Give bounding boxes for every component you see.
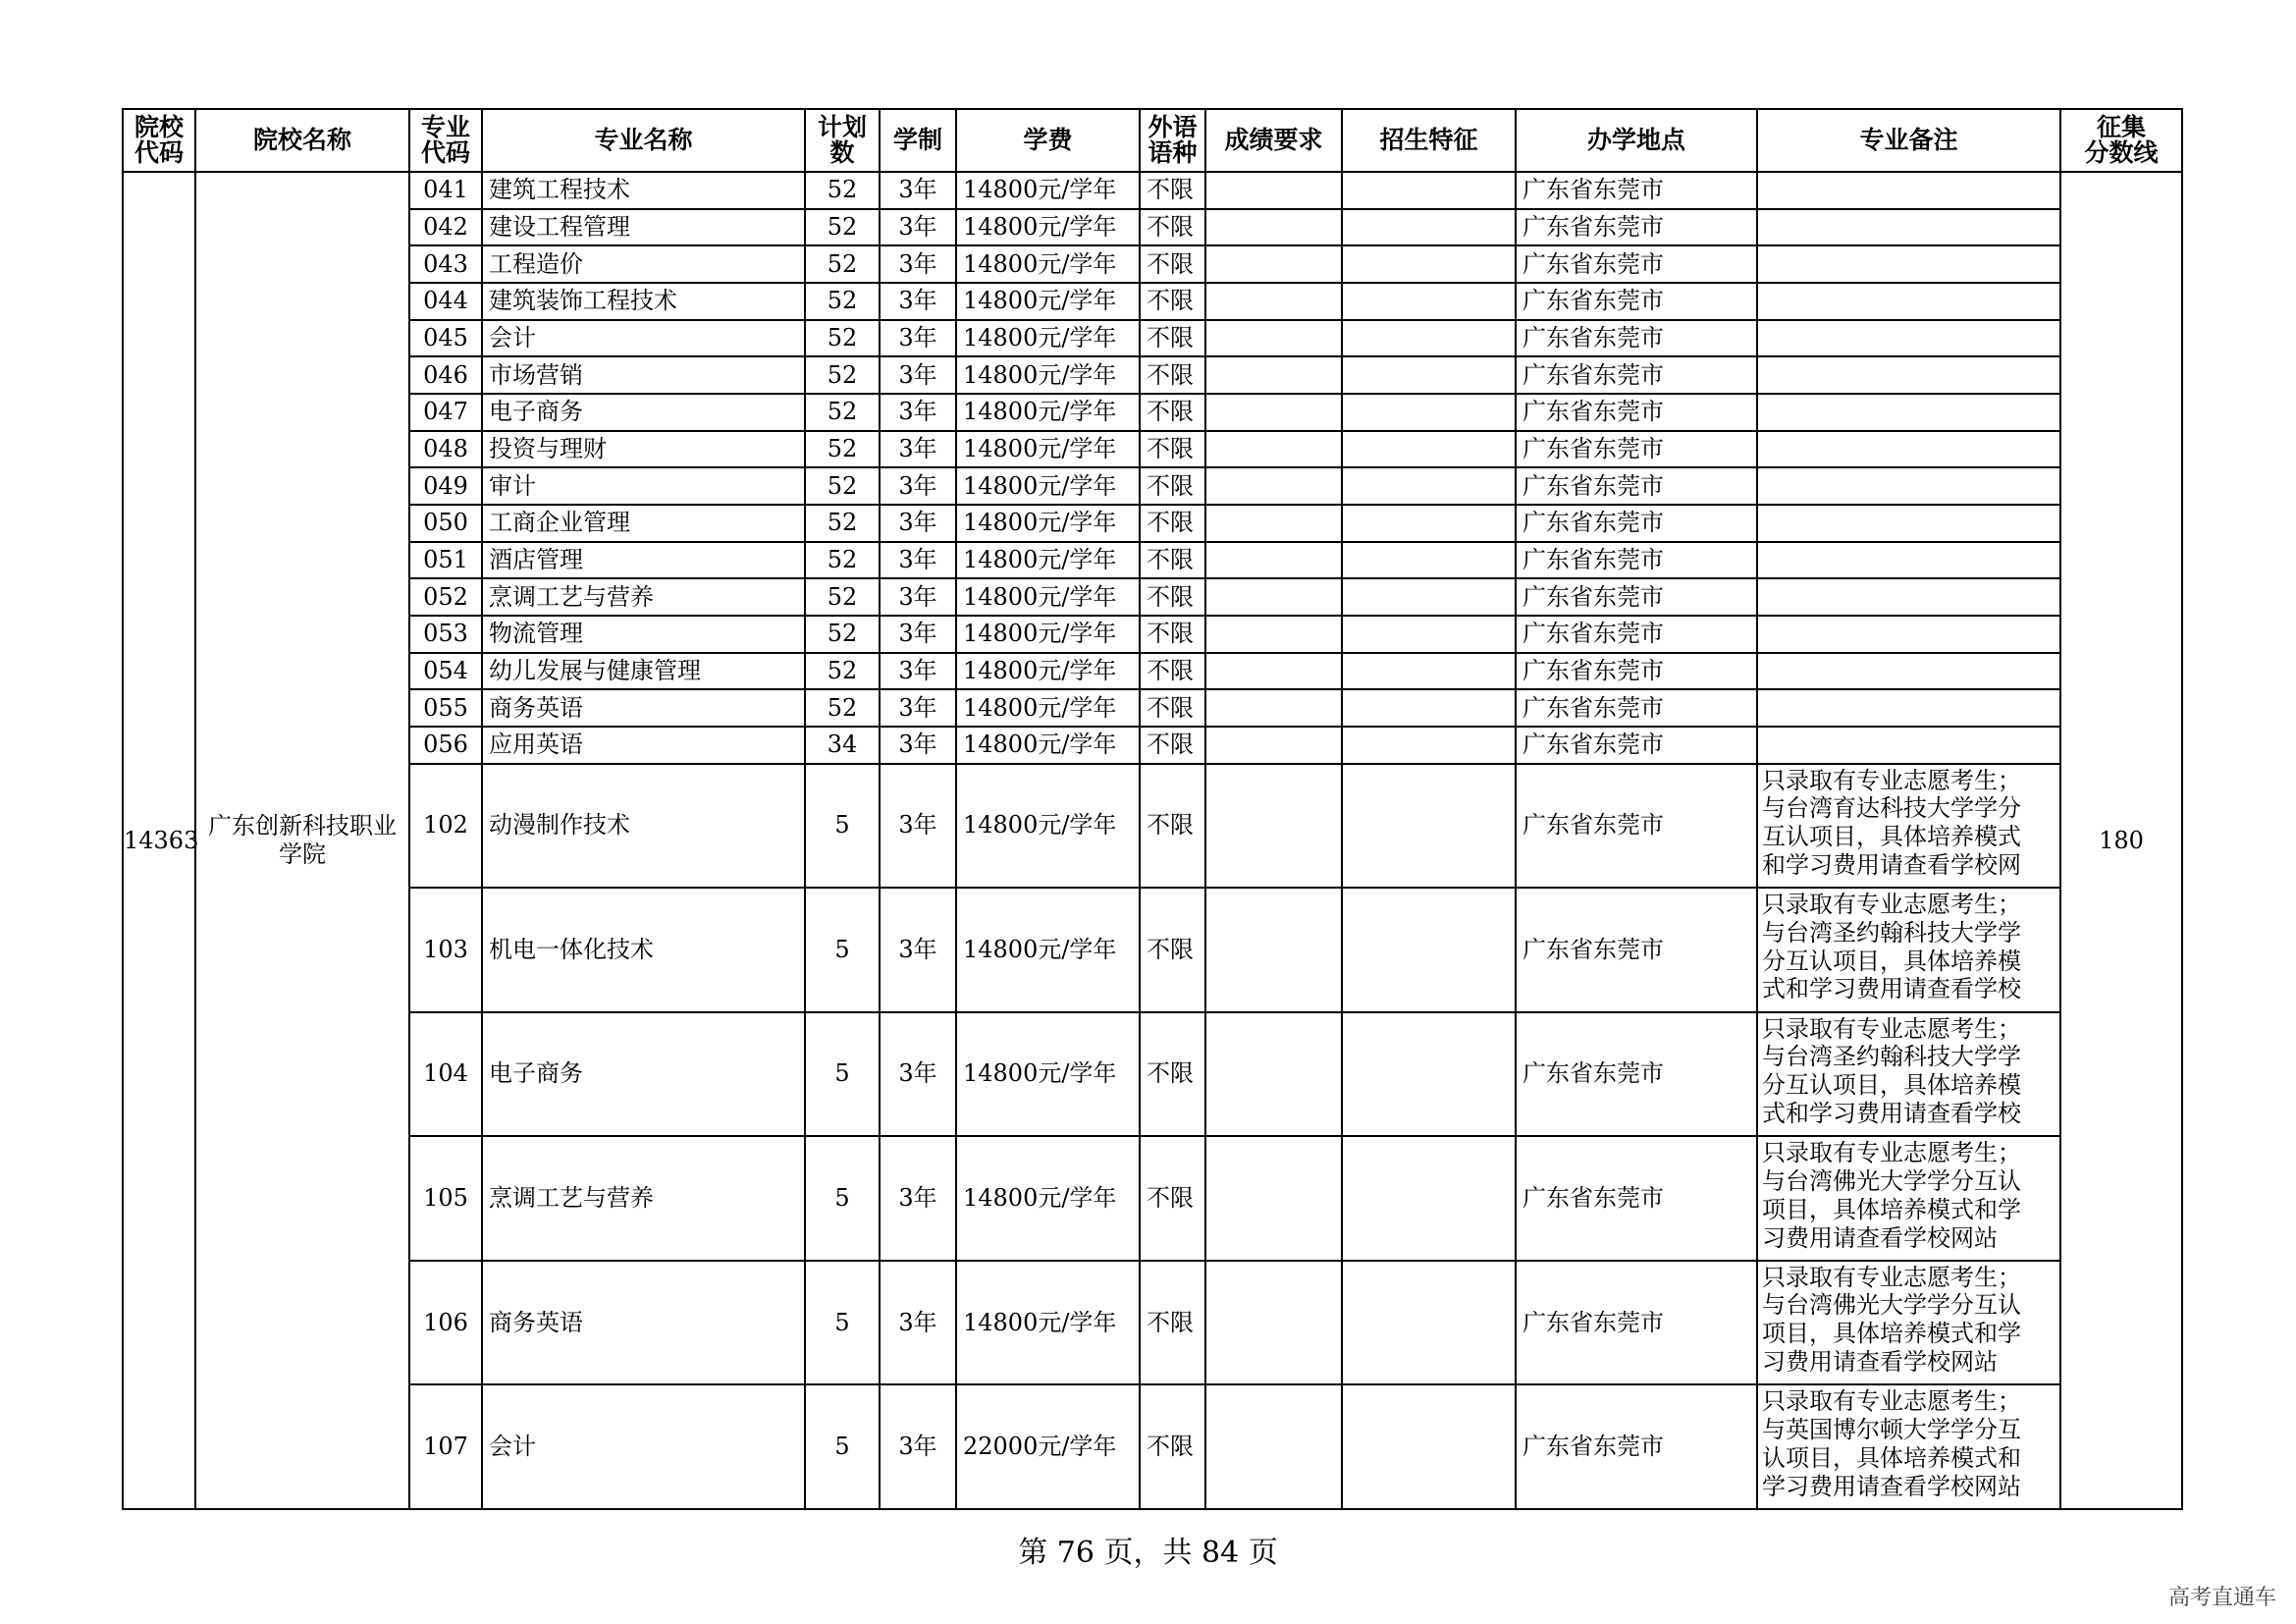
major-name-cell: 建筑工程技术 [482, 172, 805, 209]
score-req-cell [1205, 616, 1342, 653]
remarks-cell [1757, 616, 2060, 653]
table-row [123, 578, 2182, 616]
plan-cell: 5 [805, 1012, 880, 1137]
duration-cell: 3年 [880, 764, 956, 889]
features-cell [1342, 542, 1516, 579]
score-req-cell [1205, 505, 1342, 542]
location-cell: 广东省东莞市 [1516, 764, 1757, 889]
table-row [123, 1136, 2182, 1261]
location-cell: 广东省东莞市 [1516, 320, 1757, 357]
language-cell: 不限 [1140, 888, 1205, 1012]
plan-cell: 52 [805, 542, 880, 579]
plan-cell: 52 [805, 431, 880, 468]
score-req-cell [1205, 653, 1342, 690]
language-cell: 不限 [1140, 394, 1205, 431]
major-name-cell: 审计 [482, 467, 805, 505]
score-req-cell [1205, 431, 1342, 468]
score-req-cell [1205, 245, 1342, 283]
remarks-cell [1757, 727, 2060, 764]
language-cell: 不限 [1140, 689, 1205, 727]
features-cell [1342, 209, 1516, 246]
duration-cell: 3年 [880, 209, 956, 246]
major-code-cell: 049 [409, 467, 482, 505]
major-name-cell: 机电一体化技术 [482, 888, 805, 1012]
score-req-cell [1205, 727, 1342, 764]
features-cell [1342, 578, 1516, 616]
table-row [123, 431, 2182, 468]
score-req-cell [1205, 689, 1342, 727]
table-row [123, 320, 2182, 357]
remark-line: 项目，具体培养模式和学 [1762, 1320, 2021, 1348]
remark-line: 只录取有专业志愿考生； [1762, 1263, 2021, 1291]
location-cell: 广东省东莞市 [1516, 245, 1757, 283]
score-req-cell [1205, 283, 1342, 320]
header-major-name: 专业名称 [482, 109, 805, 172]
location-cell: 广东省东莞市 [1516, 578, 1757, 616]
remarks-cell [1757, 653, 2060, 690]
major-name-cell: 电子商务 [482, 394, 805, 431]
tuition-cell: 14800元/学年 [956, 689, 1140, 727]
duration-cell: 3年 [880, 283, 956, 320]
major-code-cell: 041 [409, 172, 482, 209]
features-cell [1342, 616, 1516, 653]
remark-line: 只录取有专业志愿考生； [1762, 766, 2021, 794]
features-cell [1342, 467, 1516, 505]
header-remarks: 专业备注 [1757, 109, 2060, 172]
major-name-cell: 工商企业管理 [482, 505, 805, 542]
major-name-cell: 商务英语 [482, 1261, 805, 1385]
header-language: 外语 语种 [1140, 109, 1205, 172]
major-code-cell: 055 [409, 689, 482, 727]
table-row [123, 1384, 2182, 1509]
major-code-cell: 105 [409, 1136, 482, 1261]
features-cell [1342, 283, 1516, 320]
major-code-cell: 104 [409, 1012, 482, 1137]
header-features: 招生特征 [1342, 109, 1516, 172]
table-row [123, 467, 2182, 505]
remarks-cell [1757, 283, 2060, 320]
major-code-cell: 056 [409, 727, 482, 764]
table-row [123, 505, 2182, 542]
plan-cell: 52 [805, 209, 880, 246]
remarks-cell [1757, 542, 2060, 579]
location-cell: 广东省东莞市 [1516, 1261, 1757, 1385]
score-req-cell [1205, 1136, 1342, 1261]
major-name-cell: 会计 [482, 320, 805, 357]
score-req-cell [1205, 467, 1342, 505]
score-req-cell [1205, 764, 1342, 889]
major-code-cell: 103 [409, 888, 482, 1012]
table-row [123, 616, 2182, 653]
location-cell: 广东省东莞市 [1516, 1136, 1757, 1261]
school-code-cell: 14363 [123, 172, 195, 1509]
tuition-cell: 14800元/学年 [956, 283, 1140, 320]
header-school-name: 院校名称 [195, 109, 409, 172]
remark-line: 学习费用请查看学校网站 [1762, 1472, 2021, 1500]
remarks-cell [1757, 467, 2060, 505]
plan-cell: 52 [805, 578, 880, 616]
major-name-cell: 物流管理 [482, 616, 805, 653]
tuition-cell: 14800元/学年 [956, 542, 1140, 579]
remarks-cell [1757, 1136, 2060, 1261]
language-cell: 不限 [1140, 1136, 1205, 1261]
duration-cell: 3年 [880, 542, 956, 579]
table-row [123, 542, 2182, 579]
tuition-cell: 14800元/学年 [956, 1136, 1140, 1261]
remark-line: 习费用请查看学校网站 [1762, 1348, 1998, 1377]
remark-line: 与英国博尔顿大学学分互 [1762, 1416, 2021, 1444]
language-cell: 不限 [1140, 320, 1205, 357]
remark-line: 与台湾佛光大学学分互认 [1762, 1166, 2021, 1195]
score-req-cell [1205, 394, 1342, 431]
table-row [123, 1012, 2182, 1137]
location-cell: 广东省东莞市 [1516, 394, 1757, 431]
language-cell: 不限 [1140, 616, 1205, 653]
language-cell: 不限 [1140, 431, 1205, 468]
remarks-cell [1757, 320, 2060, 357]
remark-line: 项目，具体培养模式和学 [1762, 1195, 2021, 1223]
score-req-cell [1205, 1384, 1342, 1509]
remarks-cell [1757, 1261, 2060, 1385]
header-tuition: 学费 [956, 109, 1140, 172]
major-code-cell: 102 [409, 764, 482, 889]
plan-cell: 52 [805, 320, 880, 357]
table-row [123, 764, 2182, 889]
plan-cell: 52 [805, 689, 880, 727]
language-cell: 不限 [1140, 578, 1205, 616]
score-req-cell [1205, 209, 1342, 246]
tuition-cell: 14800元/学年 [956, 888, 1140, 1012]
duration-cell: 3年 [880, 505, 956, 542]
table-row [123, 283, 2182, 320]
header-plan: 计划 数 [805, 109, 880, 172]
tuition-cell: 14800元/学年 [956, 431, 1140, 468]
location-cell: 广东省东莞市 [1516, 356, 1757, 394]
location-cell: 广东省东莞市 [1516, 542, 1757, 579]
features-cell [1342, 764, 1516, 889]
language-cell: 不限 [1140, 1261, 1205, 1385]
plan-cell: 52 [805, 616, 880, 653]
language-cell: 不限 [1140, 1384, 1205, 1509]
major-code-cell: 044 [409, 283, 482, 320]
major-code-cell: 047 [409, 394, 482, 431]
major-code-cell: 050 [409, 505, 482, 542]
location-cell: 广东省东莞市 [1516, 653, 1757, 690]
major-code-cell: 106 [409, 1261, 482, 1385]
remark-line: 式和学习费用请查看学校 [1762, 975, 2021, 1003]
header-score-req: 成绩要求 [1205, 109, 1342, 172]
duration-cell: 3年 [880, 431, 956, 468]
location-cell: 广东省东莞市 [1516, 172, 1757, 209]
plan-cell: 5 [805, 1384, 880, 1509]
major-code-cell: 107 [409, 1384, 482, 1509]
remarks-cell [1757, 431, 2060, 468]
major-name-cell: 投资与理财 [482, 431, 805, 468]
major-name-cell: 工程造价 [482, 245, 805, 283]
major-code-cell: 054 [409, 653, 482, 690]
score-req-cell [1205, 888, 1342, 1012]
features-cell [1342, 505, 1516, 542]
score-req-cell [1205, 1261, 1342, 1385]
tuition-cell: 22000元/学年 [956, 1384, 1140, 1509]
plan-cell: 52 [805, 394, 880, 431]
duration-cell: 3年 [880, 689, 956, 727]
table-row [123, 172, 2182, 209]
plan-cell: 52 [805, 245, 880, 283]
language-cell: 不限 [1140, 1012, 1205, 1137]
major-code-cell: 042 [409, 209, 482, 246]
tuition-cell: 14800元/学年 [956, 394, 1140, 431]
features-cell [1342, 394, 1516, 431]
remark-line: 和学习费用请查看学校网 [1762, 850, 2021, 879]
language-cell: 不限 [1140, 209, 1205, 246]
score-req-cell [1205, 578, 1342, 616]
tuition-cell: 14800元/学年 [956, 764, 1140, 889]
tuition-cell: 14800元/学年 [956, 356, 1140, 394]
duration-cell: 3年 [880, 578, 956, 616]
major-code-cell: 048 [409, 431, 482, 468]
table-row [123, 888, 2182, 1012]
header-duration: 学制 [880, 109, 956, 172]
remark-line: 分互认项目，具体培养模 [1762, 947, 2021, 975]
school-name-cell [195, 172, 409, 1509]
remarks-cell [1757, 578, 2060, 616]
major-code-cell: 043 [409, 245, 482, 283]
header-row [123, 109, 2182, 172]
features-cell [1342, 172, 1516, 209]
language-cell: 不限 [1140, 467, 1205, 505]
duration-cell: 3年 [880, 1012, 956, 1137]
plan-cell: 52 [805, 283, 880, 320]
features-cell [1342, 1261, 1516, 1385]
score-req-cell [1205, 356, 1342, 394]
location-cell: 广东省东莞市 [1516, 1384, 1757, 1509]
duration-cell: 3年 [880, 653, 956, 690]
language-cell: 不限 [1140, 283, 1205, 320]
school-name-line: 学院 [279, 840, 326, 868]
location-cell: 广东省东莞市 [1516, 888, 1757, 1012]
plan-cell: 52 [805, 653, 880, 690]
location-cell: 广东省东莞市 [1516, 689, 1757, 727]
features-cell [1342, 1384, 1516, 1509]
location-cell: 广东省东莞市 [1516, 209, 1757, 246]
tuition-cell: 14800元/学年 [956, 505, 1140, 542]
table-body [123, 172, 2182, 1509]
table-row [123, 689, 2182, 727]
remark-line: 只录取有专业志愿考生； [1762, 891, 2021, 919]
table-row [123, 209, 2182, 246]
header-major-code: 专业 代码 [409, 109, 482, 172]
plan-cell: 5 [805, 888, 880, 1012]
table-row [123, 653, 2182, 690]
features-cell [1342, 1012, 1516, 1137]
remarks-cell [1757, 888, 2060, 1012]
language-cell: 不限 [1140, 764, 1205, 889]
remarks-cell [1757, 209, 2060, 246]
remark-line: 与台湾佛光大学学分互认 [1762, 1291, 2021, 1320]
duration-cell: 3年 [880, 888, 956, 1012]
major-name-cell: 市场营销 [482, 356, 805, 394]
major-name-cell: 会计 [482, 1384, 805, 1509]
major-code-cell: 046 [409, 356, 482, 394]
score-req-cell [1205, 320, 1342, 357]
duration-cell: 3年 [880, 320, 956, 357]
major-name-cell: 建设工程管理 [482, 209, 805, 246]
tuition-cell: 14800元/学年 [956, 1012, 1140, 1137]
major-name-cell: 动漫制作技术 [482, 764, 805, 889]
remark-line: 与台湾圣约翰科技大学学 [1762, 918, 2021, 947]
remarks-cell [1757, 764, 2060, 889]
remark-line: 认项目，具体培养模式和 [1762, 1443, 2021, 1472]
score-req-cell [1205, 542, 1342, 579]
tuition-cell: 14800元/学年 [956, 172, 1140, 209]
major-name-cell: 应用英语 [482, 727, 805, 764]
plan-cell: 5 [805, 764, 880, 889]
remarks-cell [1757, 505, 2060, 542]
remark-line: 式和学习费用请查看学校 [1762, 1099, 2021, 1127]
duration-cell: 3年 [880, 172, 956, 209]
duration-cell: 3年 [880, 616, 956, 653]
location-cell: 广东省东莞市 [1516, 467, 1757, 505]
remark-line: 只录取有专业志愿考生； [1762, 1014, 2021, 1043]
plan-cell: 52 [805, 356, 880, 394]
score-req-cell [1205, 172, 1342, 209]
major-name-cell: 幼儿发展与健康管理 [482, 653, 805, 690]
features-cell [1342, 320, 1516, 357]
tuition-cell: 14800元/学年 [956, 578, 1140, 616]
tuition-cell: 14800元/学年 [956, 1261, 1140, 1385]
location-cell: 广东省东莞市 [1516, 616, 1757, 653]
major-code-cell: 053 [409, 616, 482, 653]
remark-line: 与台湾育达科技大学学分 [1762, 794, 2021, 823]
major-name-cell: 电子商务 [482, 1012, 805, 1137]
plan-cell: 52 [805, 505, 880, 542]
duration-cell: 3年 [880, 245, 956, 283]
plan-cell: 5 [805, 1261, 880, 1385]
language-cell: 不限 [1140, 172, 1205, 209]
major-name-cell: 酒店管理 [482, 542, 805, 579]
features-cell [1342, 356, 1516, 394]
cutoff-score-cell: 180 [2060, 172, 2182, 1509]
duration-cell: 3年 [880, 394, 956, 431]
remarks-cell [1757, 172, 2060, 209]
remarks-cell [1757, 1012, 2060, 1137]
major-name-cell: 商务英语 [482, 689, 805, 727]
features-cell [1342, 653, 1516, 690]
tuition-cell: 14800元/学年 [956, 320, 1140, 357]
remark-line: 只录取有专业志愿考生； [1762, 1387, 2021, 1416]
location-cell: 广东省东莞市 [1516, 431, 1757, 468]
features-cell [1342, 245, 1516, 283]
plan-cell: 52 [805, 172, 880, 209]
language-cell: 不限 [1140, 245, 1205, 283]
remark-line: 分互认项目，具体培养模 [1762, 1071, 2021, 1100]
duration-cell: 3年 [880, 727, 956, 764]
major-name-cell: 烹调工艺与营养 [482, 1136, 805, 1261]
school-name-line: 广东创新科技职业 [208, 812, 397, 840]
page-footer: 第 76 页，共 84 页 [1018, 1536, 1278, 1570]
score-req-cell [1205, 1012, 1342, 1137]
tuition-cell: 14800元/学年 [956, 245, 1140, 283]
duration-cell: 3年 [880, 467, 956, 505]
header-location: 办学地点 [1516, 109, 1757, 172]
remarks-cell [1757, 356, 2060, 394]
plan-cell: 52 [805, 467, 880, 505]
table-row [123, 727, 2182, 764]
remarks-cell [1757, 689, 2060, 727]
major-code-cell: 045 [409, 320, 482, 357]
tuition-cell: 14800元/学年 [956, 727, 1140, 764]
remarks-cell [1757, 394, 2060, 431]
major-name-cell: 烹调工艺与营养 [482, 578, 805, 616]
admission-table [122, 108, 2183, 1510]
header-school-code: 院校 代码 [123, 109, 195, 172]
remarks-cell [1757, 245, 2060, 283]
tuition-cell: 14800元/学年 [956, 467, 1140, 505]
table-row [123, 356, 2182, 394]
features-cell [1342, 888, 1516, 1012]
table-row [123, 394, 2182, 431]
tuition-cell: 14800元/学年 [956, 616, 1140, 653]
plan-cell: 5 [805, 1136, 880, 1261]
duration-cell: 3年 [880, 1261, 956, 1385]
remarks-cell [1757, 1384, 2060, 1509]
watermark: 高考直通车 [2167, 1586, 2276, 1610]
language-cell: 不限 [1140, 356, 1205, 394]
plan-cell: 34 [805, 727, 880, 764]
location-cell: 广东省东莞市 [1516, 727, 1757, 764]
remark-line: 只录取有专业志愿考生； [1762, 1139, 2021, 1167]
remark-line: 习费用请查看学校网站 [1762, 1223, 1998, 1252]
features-cell [1342, 689, 1516, 727]
remark-line: 与台湾圣约翰科技大学学 [1762, 1043, 2021, 1071]
location-cell: 广东省东莞市 [1516, 505, 1757, 542]
language-cell: 不限 [1140, 542, 1205, 579]
table-row [123, 1261, 2182, 1385]
table-row [123, 245, 2182, 283]
duration-cell: 3年 [880, 356, 956, 394]
major-code-cell: 052 [409, 578, 482, 616]
features-cell [1342, 727, 1516, 764]
duration-cell: 3年 [880, 1136, 956, 1261]
tuition-cell: 14800元/学年 [956, 209, 1140, 246]
major-name-cell: 建筑装饰工程技术 [482, 283, 805, 320]
language-cell: 不限 [1140, 505, 1205, 542]
features-cell [1342, 431, 1516, 468]
major-code-cell: 051 [409, 542, 482, 579]
location-cell: 广东省东莞市 [1516, 283, 1757, 320]
tuition-cell: 14800元/学年 [956, 653, 1140, 690]
duration-cell: 3年 [880, 1384, 956, 1509]
language-cell: 不限 [1140, 653, 1205, 690]
location-cell: 广东省东莞市 [1516, 1012, 1757, 1137]
features-cell [1342, 1136, 1516, 1261]
language-cell: 不限 [1140, 727, 1205, 764]
remark-line: 互认项目，具体培养模式 [1762, 823, 2021, 851]
header-cutoff: 征集 分数线 [2060, 109, 2182, 172]
